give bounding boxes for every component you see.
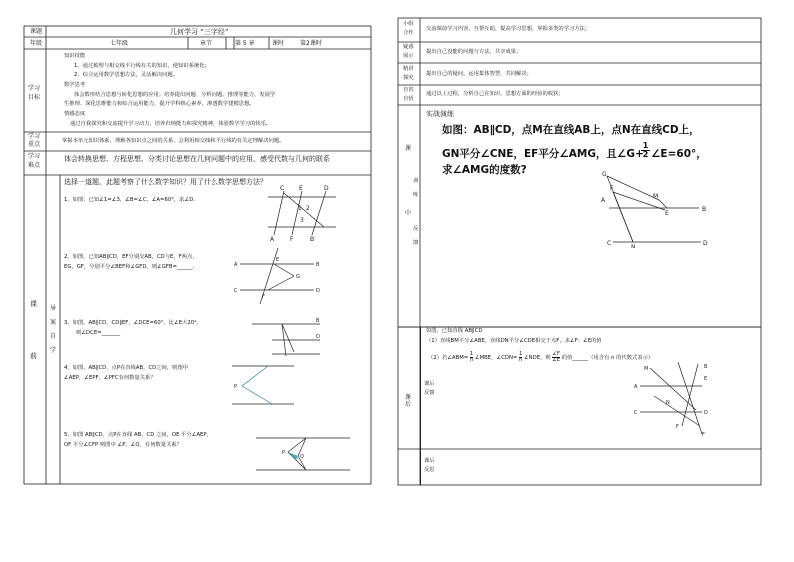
fig-label: F xyxy=(702,432,705,438)
grade-label: 年级 xyxy=(30,40,43,47)
frac-den: 2 xyxy=(642,150,649,159)
frac-num: ∠F xyxy=(552,351,560,357)
goal-line: 体会数形结合思想与转化思想的应用；培养提出问题、分析问题、推理等能力，发展学 xyxy=(74,92,276,98)
after-label-1: 课 xyxy=(405,394,412,401)
fig-label: E xyxy=(704,376,708,382)
figure-q2 xyxy=(232,244,322,308)
frac-num: 1 xyxy=(642,141,649,150)
in-class-label-2: 中 xyxy=(405,210,412,217)
row-text: 提出自己没能的问题与方法，共享成果； xyxy=(426,49,522,55)
fig-label: A xyxy=(234,262,238,268)
self-study-label-3: 自 xyxy=(50,333,57,340)
row-label: 小组 xyxy=(403,21,414,27)
fig-label: D xyxy=(703,240,708,247)
practice-label-1: 训 xyxy=(413,178,419,184)
question-5a: 5、如图 AB∥CD，点P在直线 AB，CD 之间，OE 平分∠AEP， xyxy=(64,432,212,438)
key-label-2: 重点 xyxy=(28,141,41,148)
fig-label: F xyxy=(290,236,294,243)
goal-line: 1、通过梳理与相交线平行线有关的知识，使知识系统化； xyxy=(74,63,210,69)
fig-label: B xyxy=(704,364,708,370)
figure-q1 xyxy=(262,183,342,243)
diff-label-2: 难点 xyxy=(28,162,41,169)
fig-label: C xyxy=(607,240,612,247)
row-label: 自省 xyxy=(403,87,414,93)
after-label-2: 后 xyxy=(405,400,412,408)
feedback-line-1: 如图，已知直线 AB∥CD xyxy=(426,328,483,334)
fig-label: M xyxy=(653,193,659,200)
feedback-label-1: 课后 xyxy=(424,381,435,387)
question-3a: 3、如图，AB∥CD，CD∥EF，∠DCE=60°，比∠E大20°， xyxy=(64,320,203,326)
question-2b: EG，GF，分别平分∠BEF和∠GFD，则∠GFB=______. xyxy=(64,264,195,270)
row-label: 自悟 xyxy=(403,96,414,102)
fig-label: A xyxy=(601,197,606,204)
pre-class-label-1: 课 xyxy=(30,300,37,308)
course-label: 课题 xyxy=(30,28,43,35)
fig-label: A xyxy=(634,384,638,390)
period-value: 第2课时 xyxy=(300,40,322,47)
goal-line: 情感态度 xyxy=(64,111,86,117)
practice-text-3: ∠E=60°， xyxy=(651,148,707,160)
fig-label: P xyxy=(234,384,238,390)
fig-label: 3 xyxy=(300,217,304,224)
fb3-frac1 xyxy=(470,352,473,363)
chapter-value: 第 5 章 xyxy=(235,40,255,47)
fig-label: B xyxy=(310,236,315,243)
fig-label: 1 xyxy=(298,205,302,212)
grade-value: 七年级 xyxy=(110,40,129,47)
practice-fraction xyxy=(641,142,650,159)
feedback-line-2: （1）直线BM平分∠ABE，直线DN平分∠CDE相交于点F，求∠F：∠E的值 xyxy=(426,338,602,344)
fig-label: G xyxy=(296,274,300,280)
fig-label: F xyxy=(262,294,265,300)
pre-class-label-2: 前 xyxy=(30,352,37,360)
fig-label: C xyxy=(280,185,285,192)
question-5b: OF 平分∠CFP 则图中 ∠P，∠Q，有何数量关系？ xyxy=(64,442,182,448)
row-label: 探究 xyxy=(403,75,414,81)
figure-q4 xyxy=(228,360,298,410)
frac-num: 1 xyxy=(519,351,523,357)
goal-line: 知识技能 xyxy=(64,53,86,59)
frac-den: ∠E xyxy=(552,357,561,363)
chapter-label: 章节 xyxy=(200,40,213,47)
fig-label: C xyxy=(634,410,638,416)
in-class-label-1: 课 xyxy=(405,145,412,152)
fb3-c: ∠NDE，则 xyxy=(523,355,551,361)
key-text: 掌握本单元知识体系，理解各知识点之间的关系，会利用相交线和平行线的有关定理解决问题。 xyxy=(62,138,285,144)
row-label: 展示 xyxy=(403,53,414,59)
row-label: 合作 xyxy=(403,30,414,36)
frac-den: n xyxy=(519,357,523,363)
fb3-frac2 xyxy=(519,352,522,363)
fig-label: D xyxy=(316,288,320,294)
figure-practice xyxy=(595,168,715,248)
fig-label: B xyxy=(316,318,320,324)
fb3-b: ∠MBE，∠CDN= xyxy=(474,355,518,361)
self-study-label-2: 案 xyxy=(50,319,57,326)
diff-text: 体会转换思想、方程思想、分类讨论思想在几何问题中的应用，感受代数与几何的联系 xyxy=(64,155,330,163)
question-3b: 则∠DCE=_______ xyxy=(76,330,121,336)
fig-label: F xyxy=(610,185,614,192)
fig-label: B xyxy=(316,262,320,268)
row-text: 提出自己的疑问，运用集体智慧，共同解决； xyxy=(426,71,532,77)
practice-label-3: 反 xyxy=(413,226,419,232)
period-label: 课时 xyxy=(272,40,285,47)
fb3-a: （2）若∠ABM= xyxy=(428,355,469,361)
divider xyxy=(420,327,421,485)
practice-label-2: 练 xyxy=(413,192,419,198)
frac-num: 1 xyxy=(469,351,474,357)
diff-label-1: 学习 xyxy=(28,153,41,160)
row-label: 疑惑 xyxy=(403,44,414,50)
practice-label-4: 馈 xyxy=(413,240,419,246)
fig-label: 2 xyxy=(306,205,310,212)
figure-feedback xyxy=(630,358,710,438)
fb3-d: 的值______（用含有 n 的代数式表示） xyxy=(561,355,654,361)
fig-label: D xyxy=(324,185,329,192)
practice-text-2: GN平分∠CNE，EF平分∠AMG，且∠G+ xyxy=(442,148,644,160)
frac-den: n xyxy=(469,357,474,363)
goal-line: 通过自我探究和交流提升学习动力，培养归纳能力和探究精神，体验数学学习的快乐。 xyxy=(70,121,272,127)
fig-label: P xyxy=(282,450,286,456)
goals-label-1: 学习 xyxy=(28,85,41,92)
fig-label: E xyxy=(299,185,303,192)
fig-label: N xyxy=(666,400,670,406)
fig-label: E xyxy=(665,210,669,217)
row-text: 通过以上过程，分析自己在知识、思想方面的经验的收获； xyxy=(426,91,564,97)
key-label-1: 学习 xyxy=(28,133,41,140)
fig-label: M xyxy=(644,366,649,372)
reflect-label-2: 反思 xyxy=(424,467,435,473)
row-text: 交流课前学习内容，互帮互助，提高学习思想，掌握多类的学习方法； xyxy=(426,26,591,32)
question-4b: ∠AEP，∠EPF，∠PFC有何数量关系？ xyxy=(64,375,156,381)
fig-label: C xyxy=(234,288,238,294)
practice-title: 实战演练 xyxy=(426,110,454,118)
fig-label: B xyxy=(702,206,707,213)
fig-label: E xyxy=(276,257,280,263)
question-1: 1、如图：已知∠1=∠3，∠B=∠C，∠A=60°，求∠D. xyxy=(64,197,195,203)
self-study-label-1: 导 xyxy=(50,305,57,312)
fig-label: Q xyxy=(300,454,304,460)
intro-prompt: 选择一道题，此题考察了什么数学知识？用了什么数学思想方法？ xyxy=(64,178,267,186)
feedback-line-3 xyxy=(428,352,653,363)
practice-text-4: 求∠AMG的度数? xyxy=(442,164,527,176)
figure-q3 xyxy=(232,312,322,362)
goal-line: 生推理、深化思维能力和综合运用能力，提升学科核心素养，渗透数学建模思想。 xyxy=(64,101,255,107)
fig-label: D xyxy=(316,334,320,340)
after-class-label xyxy=(405,395,411,409)
figure-q5 xyxy=(252,430,352,478)
fb3-frac3 xyxy=(552,352,560,363)
practice-text-1: 如图：AB∥CD，点M在直线AB上，点N在直线CD上， xyxy=(442,124,700,136)
question-4a: 4、如图，AB∥CD，点P在直线AB，CD之间，则图中 xyxy=(64,365,189,371)
fig-label: F xyxy=(676,424,679,430)
feedback-label-2: 反馈 xyxy=(424,390,435,396)
fig-label: A xyxy=(270,236,275,243)
goal-line: 2、综合运用数学思想方法，灵活解决问题。 xyxy=(74,72,179,78)
fig-label: N xyxy=(631,244,636,248)
fig-label: G xyxy=(602,171,607,178)
goals-label-2: 目标 xyxy=(28,94,41,101)
self-study-label-4: 学 xyxy=(50,347,57,354)
goal-line: 数学思考 xyxy=(64,82,86,88)
question-2a: 2、如图，已知AB∥CD，EF分别交AB，CD与E，F两点， xyxy=(64,254,198,260)
reflect-label-1: 课后 xyxy=(424,458,435,464)
row-label: 精讲 xyxy=(403,66,414,72)
page-title: 几何学习 “三字经” xyxy=(170,28,229,36)
fig-label: D xyxy=(704,410,708,416)
